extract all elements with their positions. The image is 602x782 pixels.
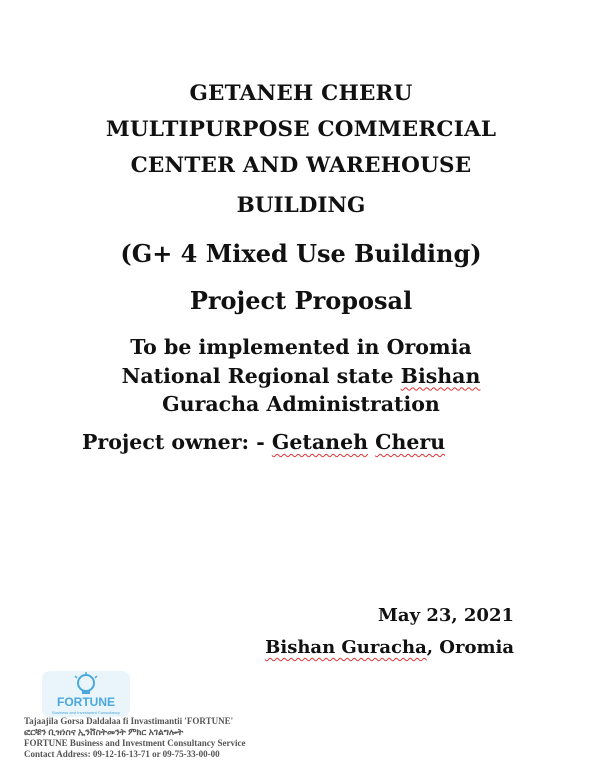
footer-line-4: Contact Address: 09-12-16-13-71 or 09-75-33-00-00: [24, 749, 220, 759]
owner-last-name: Cheru: [375, 430, 446, 454]
footer-line-2: ፎርቹን ቢዝነስና ኢንቨስትመንት ምክር አገልግሎት: [24, 727, 184, 737]
footer-line-3: FORTUNE Business and Investment Consultancy Service: [24, 738, 246, 748]
title-line-2: MULTIPURPOSE COMMERCIAL: [105, 117, 497, 142]
owner-first-name: Getaneh: [271, 430, 369, 454]
owner-label: Project owner: -: [82, 430, 272, 454]
document-subtitle: (G+ 4 Mixed Use Building): [120, 239, 482, 268]
impl-line-3: Guracha Administration: [162, 392, 440, 416]
title-line-1: GETANEH CHERU: [189, 81, 413, 106]
impl-line-1: To be implemented in Oromia: [130, 335, 472, 359]
fortune-logo: [42, 671, 130, 717]
impl-line-2: [0, 362, 602, 391]
place-region: , Oromia: [426, 637, 514, 658]
place-name: Bishan Guracha: [265, 637, 427, 658]
document-date: May 23, 2021: [378, 605, 514, 626]
document-type: Project Proposal: [189, 286, 413, 315]
title-line-4: BUILDING: [236, 193, 366, 218]
impl-line-2-text: National Regional state: [121, 363, 401, 388]
footer-contact-block: [24, 716, 245, 760]
document-title: [0, 76, 602, 184]
logo-wordmark: FORTUNE: [57, 695, 115, 709]
fortune-logo-graphic: [42, 671, 130, 717]
implementation-location: [0, 333, 602, 419]
document-place: [265, 637, 514, 658]
project-owner: [82, 428, 445, 456]
logo-tagline: Business and Investment Consultancy: [52, 710, 120, 715]
footer-line-1: Tajaajila Gorsa Daldalaa fi Invastimantii 'FORTUNE': [24, 716, 234, 726]
impl-line-2-bishan: Bishan: [400, 363, 481, 388]
title-line-3: CENTER AND WAREHOUSE: [130, 153, 472, 178]
